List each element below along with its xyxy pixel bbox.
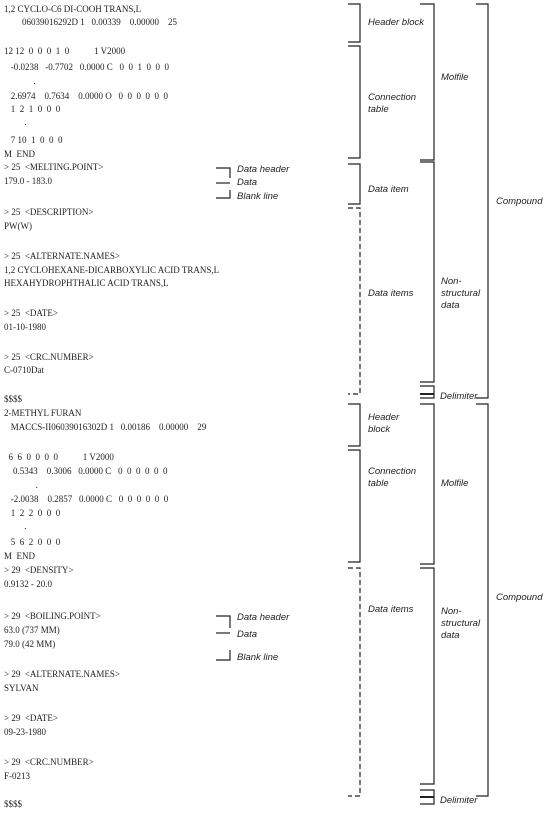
marker-blank-line-1 bbox=[216, 190, 230, 198]
compound2-data-line: 09-23-1980 bbox=[4, 727, 46, 737]
label-nonstructural-1: Non- structural data bbox=[441, 276, 481, 311]
label-connection-table-1: Connection table bbox=[368, 92, 417, 115]
compound1-data-line: > 25 <MELTING.POINT> bbox=[4, 162, 104, 172]
bracket-data-items-1 bbox=[348, 208, 360, 394]
bracket-header-block-1 bbox=[348, 4, 360, 42]
compound1-header-line-2: 06039016292D 1 0.00339 0.00000 25 bbox=[4, 17, 177, 27]
label-compound-1: Compound bbox=[496, 196, 543, 207]
bracket-nonstructural-1 bbox=[420, 162, 434, 382]
label-header-block-2: Header block bbox=[368, 412, 400, 435]
bracket-delimiter-1 bbox=[420, 386, 434, 398]
bracket-header-block-2 bbox=[348, 404, 360, 446]
compound2-ct-line: . bbox=[4, 521, 27, 531]
compound2-data-line: > 29 <CRC.NUMBER> bbox=[4, 757, 94, 767]
compound2-header-line-1: 2-METHYL FURAN bbox=[4, 408, 82, 418]
compound2-ct-line: 1 2 2 0 0 0 bbox=[4, 508, 61, 518]
compound1-ct-line: 2.6974 0.7634 0.0000 O 0 0 0 0 0 0 bbox=[4, 91, 168, 101]
compound1-data-line: C-0710Dat bbox=[4, 365, 44, 375]
compound1-ct-line: . bbox=[4, 76, 36, 86]
compound1-ct-line: 12 12 0 0 0 1 0 1 V2000 bbox=[4, 46, 126, 56]
compound1-data-line: > 25 <ALTERNATE.NAMES> bbox=[4, 251, 120, 261]
compound1-data-line: PW(W) bbox=[4, 221, 32, 231]
compound2-ct-line: -2.0038 0.2857 0.0000 C 0 0 0 0 0 0 bbox=[4, 494, 169, 504]
compound1-header-line-1: 1,2 CYCLO-C6 DI-COOH TRANS,L bbox=[4, 4, 142, 14]
compound2-data-line: > 29 <ALTERNATE.NAMES> bbox=[4, 669, 120, 679]
compound2-data-line: 0.9132 - 20.0 bbox=[4, 579, 52, 589]
bracket-compound-2 bbox=[476, 404, 488, 796]
compound2-ct-line: . bbox=[4, 480, 38, 490]
label-blank-line-2: Blank line bbox=[237, 652, 279, 663]
label-compound-2: Compound bbox=[496, 592, 543, 603]
bracket-molfile-2 bbox=[420, 404, 434, 564]
compound1-data-line: 01-10-1980 bbox=[4, 322, 46, 332]
label-data-header-1: Data header bbox=[237, 164, 290, 175]
compound2-data-line: > 29 <DENSITY> bbox=[4, 565, 74, 575]
bracket-data-item bbox=[348, 164, 360, 204]
compound2-ct-line: M END bbox=[4, 551, 35, 561]
compound1-ct-line: M END bbox=[4, 149, 35, 159]
label-molfile-2: Molfile bbox=[441, 478, 469, 489]
bracket-compound-1 bbox=[476, 4, 488, 398]
compound1-ct-line: . bbox=[4, 117, 27, 127]
compound2-data-line: SYLVAN bbox=[4, 683, 39, 693]
bracket-data-items-2 bbox=[348, 568, 360, 796]
compound2-header-line-2: MACCS-II06039016302D 1 0.00186 0.00000 29 bbox=[4, 422, 207, 432]
label-data-item: Data item bbox=[368, 184, 409, 195]
label-data-header-2: Data header bbox=[237, 612, 290, 623]
label-delimiter-2: Delimiter bbox=[440, 795, 478, 806]
label-header-block-1: Header block bbox=[368, 17, 424, 28]
compound1-data-line: > 25 <DATE> bbox=[4, 308, 58, 318]
label-data-items-2: Data items bbox=[368, 604, 414, 615]
compound1-data-line: HEXAHYDROPHTHALIC ACID TRANS,L bbox=[4, 278, 169, 288]
bracket-connection-table-1 bbox=[348, 46, 360, 158]
compound1-data-line: > 25 <DESCRIPTION> bbox=[4, 207, 94, 217]
bracket-nonstructural-2 bbox=[420, 568, 434, 784]
bracket-connection-table-2 bbox=[348, 450, 360, 562]
compound2-ct-line: 5 6 2 0 0 0 bbox=[4, 537, 61, 547]
label-molfile-1: Molfile bbox=[441, 72, 469, 83]
compound1-ct-line: -0.0238 -0.7702 0.0000 C 0 0 1 0 0 0 bbox=[4, 62, 169, 72]
compound2-ct-line: 6 6 0 0 0 0 1 V2000 bbox=[4, 452, 114, 462]
label-connection-table-2: Connection table bbox=[368, 466, 417, 489]
label-blank-line-1: Blank line bbox=[237, 191, 279, 202]
marker-data-header-2 bbox=[216, 616, 230, 628]
label-data-1: Data bbox=[237, 177, 258, 188]
compound2-delimiter: $$$$ bbox=[4, 799, 22, 809]
compound2-ct-line: 0.5343 0.3006 0.0000 C 0 0 0 0 0 0 bbox=[4, 466, 168, 476]
marker-blank-line-2 bbox=[216, 650, 230, 660]
compound2-data-line: > 29 <DATE> bbox=[4, 713, 58, 723]
compound1-data-line: 179.0 - 183.0 bbox=[4, 176, 52, 186]
compound2-data-line: 63.0 (737 MM) bbox=[4, 625, 60, 635]
label-data-2: Data bbox=[237, 629, 258, 640]
marker-data-header-1 bbox=[216, 168, 230, 178]
compound1-delimiter: $$$$ bbox=[4, 394, 22, 404]
compound2-data-line: > 29 <BOILING.POINT> bbox=[4, 611, 101, 621]
compound1-ct-line: 1 2 1 0 0 0 bbox=[4, 104, 61, 114]
compound1-data-line: > 25 <CRC.NUMBER> bbox=[4, 352, 94, 362]
label-data-items-1: Data items bbox=[368, 288, 414, 299]
compound1-data-line: 1,2 CYCLOHEXANE-DICARBOXYLIC ACID TRANS,L bbox=[4, 265, 220, 275]
compound1-ct-line: 7 10 1 0 0 0 bbox=[4, 135, 63, 145]
compound2-data-line: F-0213 bbox=[4, 771, 31, 781]
compound2-data-line: 79.0 (42 MM) bbox=[4, 639, 56, 649]
label-nonstructural-2: Non- structural data bbox=[441, 606, 481, 641]
label-delimiter-1: Delimiter bbox=[440, 391, 478, 402]
